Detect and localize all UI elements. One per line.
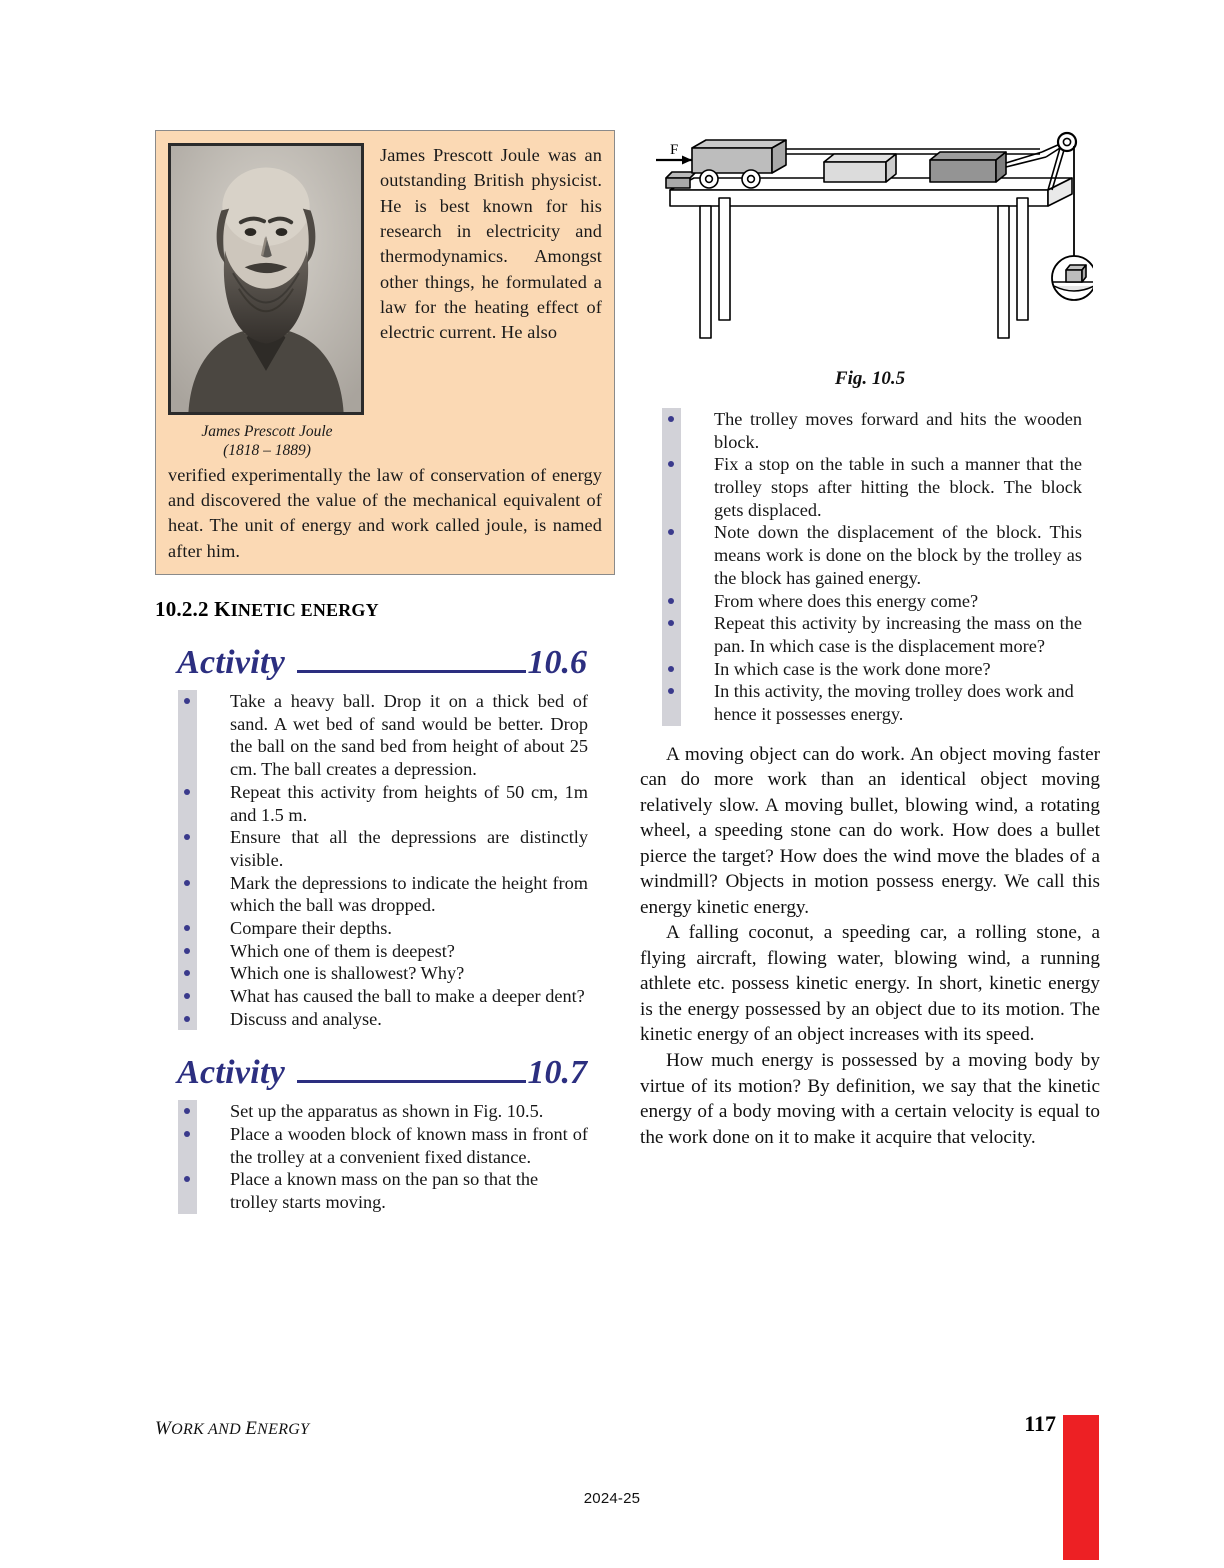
list-item (230, 781, 588, 826)
list-item (714, 590, 1082, 613)
list-item (230, 1100, 588, 1123)
bullet-icon (184, 948, 190, 954)
paragraph-3: How much energy is possessed by a moving body by virtue of its motion? By definition, we say that the kinetic energy of a body moving with a certain velocity is equal to the work done on it to make it acquire that velocity. (640, 1050, 1100, 1148)
list-item-text: From where does this energy come? (714, 590, 979, 611)
list-item (230, 826, 588, 871)
list-item-text: Mark the depressions to indicate the height from which the ball was dropped. (230, 872, 588, 916)
paragraph-1: A moving object can do work. An object moving faster can do more work than an identical object moving relatively slow. A moving bullet, blowing wind, a rotating wheel, a speeding stone can do work. How does a bullet pierce the target? How does the wind move the blades of a windmill? Objects in motion possess energy. We call this energy kinetic energy. (640, 743, 1100, 918)
bullet-icon (668, 416, 674, 422)
bullet-icon (668, 688, 674, 694)
list-item-text: In which case is the work done more? (714, 658, 991, 679)
section-number: 10.2.2 (155, 597, 209, 622)
activity-rule (297, 1079, 525, 1083)
bullet-icon (184, 1016, 190, 1022)
paragraph-2: A falling coconut, a speeding car, a rolling stone, a flying aircraft, flowing water, blowing wind, a running athlete etc. possess kinetic energy. In short, kinetic energy is the energy possessed by an object due to its motion. The kinetic energy of an object increases with its speed. (640, 922, 1100, 1046)
activity-number: 10.7 (527, 1054, 587, 1092)
activity-number: 10.6 (527, 644, 587, 682)
bio-text-fullwidth: verified experimentally the law of conservation of energy and discovered the value of the mechanical equivalent of heat. The unit of energy and work called joule, is named after him. (168, 464, 602, 561)
trolley-table-pulley-diagram (648, 130, 1093, 360)
list-item (230, 690, 588, 781)
page-number: 117 (1024, 1411, 1056, 1436)
list-item (714, 658, 1082, 681)
list-item (230, 1008, 588, 1031)
list-item (230, 962, 588, 985)
running-head-nergy: NERGY (257, 1421, 310, 1438)
bullet-icon (184, 1131, 190, 1137)
figure-caption: Fig. 10.5 (834, 368, 906, 389)
bullet-icon (184, 970, 190, 976)
bullet-icon (668, 598, 674, 604)
list-item-text: Place a known mass on the pan so that the trolley starts moving. (230, 1169, 539, 1213)
bullet-icon (184, 880, 190, 886)
list-item (230, 985, 588, 1008)
section-title-rest: INETIC ENERGY (230, 600, 379, 621)
list-item-text: Set up the apparatus as shown in Fig. 10.5. (230, 1101, 544, 1122)
activity-10-7-list-left (178, 1100, 588, 1213)
running-head-w: W (155, 1418, 172, 1439)
body-text (640, 742, 1100, 1151)
activity-10-6-list (178, 690, 588, 1030)
portrait-caption (168, 422, 366, 461)
bullet-icon (184, 698, 190, 704)
right-column (640, 130, 1100, 1150)
list-item-text: Place a wooden block of known mass in front of the trolley at a convenient fixed distance. (230, 1124, 588, 1167)
list-item-text: Take a heavy ball. Drop it on a thick bed of sand. A wet bed of sand would be better. Drop the ball on the sand bed from height of about 25 cm. The ball creates a depression. (230, 691, 588, 780)
list-item-text: Repeat this activity from heights of 50 cm, 1m and 1.5 m. (230, 781, 588, 825)
bio-text-wrapped: James Prescott Joule was an outstanding British physicist. He is best known for his research in electricity and thermodynamics. Amongst other things, he formulated a law for the heating effect of electric current. He also (380, 145, 602, 343)
list-item-text: Compare their depths. (230, 917, 392, 938)
activity-label: Activity (177, 644, 286, 682)
list-item (714, 408, 1082, 453)
joule-portrait-image (168, 143, 364, 415)
list-item-text: In this activity, the moving trolley does work and hence it possesses energy. (714, 681, 1074, 724)
bullet-icon (668, 620, 674, 626)
list-item (714, 453, 1082, 521)
bullet-icon (668, 529, 674, 535)
list-item (230, 1168, 588, 1213)
activity-10-7-header (177, 1056, 587, 1090)
running-head-ork-and: ORK AND (171, 1421, 246, 1438)
bullet-icon (184, 834, 190, 840)
list-item-text: Note down the displacement of the block. This means work is done on the block by the trolley as the block has gained energy. (714, 522, 1082, 588)
bullet-icon (184, 1108, 190, 1114)
force-label: F (670, 142, 679, 158)
section-title-initial: K (214, 597, 231, 622)
section-heading (155, 597, 615, 622)
list-item-text: Fix a stop on the table in such a manner that the trolley stops after hitting the block. The block gets displaced. (714, 454, 1082, 520)
activity-10-7-list-right (662, 408, 1082, 726)
bullet-icon (184, 993, 190, 999)
list-item-text: Which one is shallowest? Why? (230, 963, 465, 984)
red-edge-tab (1063, 1415, 1099, 1560)
portrait-caption-years: (1818 – 1889) (223, 442, 311, 460)
left-column (155, 130, 615, 1214)
list-item-text: The trolley moves forward and hits the wooden block. (714, 409, 1082, 452)
list-item-text: What has caused the ball to make a deeper dent? (230, 986, 585, 1006)
list-item-text: Ensure that all the depressions are distinctly visible. (230, 827, 588, 870)
bullet-icon (668, 666, 674, 672)
list-item-text: Repeat this activity by increasing the mass on the pan. In which case is the displacement more? (714, 613, 1082, 656)
list-item (230, 917, 588, 940)
list-item (714, 612, 1082, 657)
running-head (155, 1418, 309, 1440)
figure-10-5 (640, 130, 1100, 390)
list-item (230, 940, 588, 963)
list-item (714, 521, 1082, 589)
list-item-text: Which one of them is deepest? (230, 940, 455, 961)
list-item (714, 680, 1082, 725)
bullet-icon (184, 789, 190, 795)
activity-label: Activity (177, 1054, 286, 1092)
year-stamp: 2024-25 (583, 1490, 641, 1507)
activity-rule (297, 669, 525, 673)
list-item-text: Discuss and analyse. (230, 1008, 382, 1029)
list-item (230, 872, 588, 917)
list-item (230, 1123, 588, 1168)
bullet-icon (668, 461, 674, 467)
activity-10-6-header (177, 646, 587, 680)
joule-figure (168, 143, 366, 461)
joule-biography-box (155, 130, 615, 575)
bullet-icon (184, 925, 190, 931)
portrait-caption-name: James Prescott Joule (201, 423, 333, 440)
bullet-icon (184, 1176, 190, 1182)
running-head-e: E (245, 1418, 258, 1439)
